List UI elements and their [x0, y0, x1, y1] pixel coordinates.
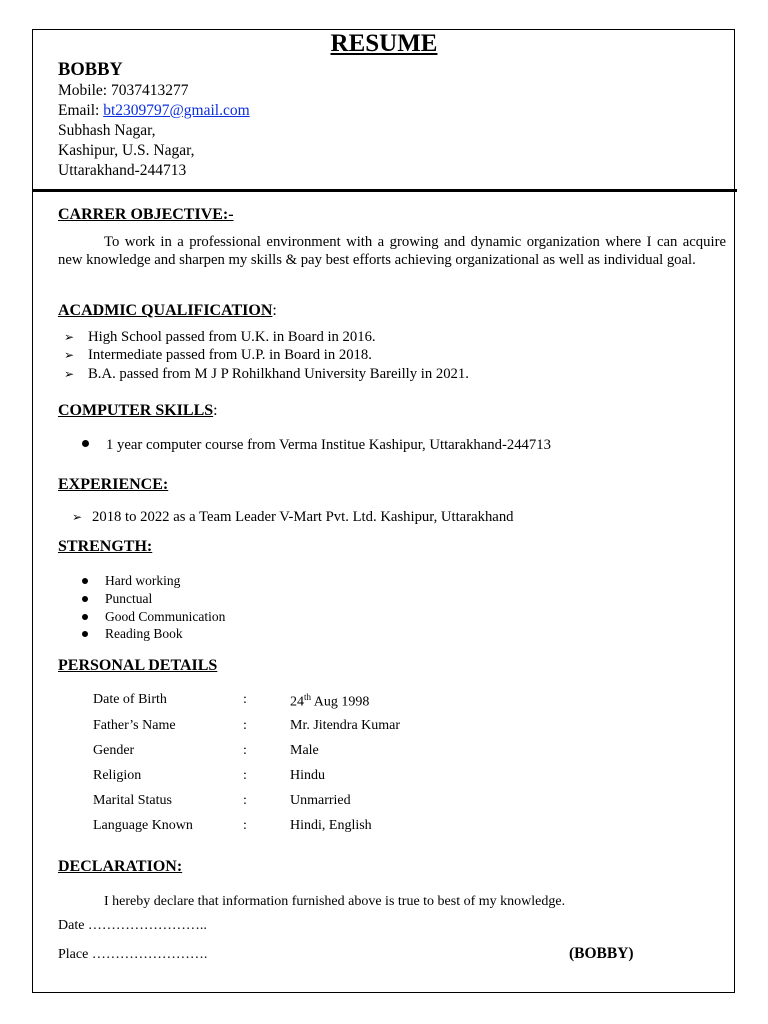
bullet-icon	[82, 596, 88, 602]
email-label: Email:	[58, 102, 100, 119]
father-name-label: Father’s Name	[93, 718, 176, 733]
list-item: ➢ High School passed from U.K. in Board in 2016.	[64, 329, 376, 345]
father-name-sep: :	[243, 718, 247, 733]
personal-details-heading: PERSONAL DETAILS	[58, 657, 218, 674]
marital-status-label: Marital Status	[93, 793, 172, 808]
declaration-heading: DECLARATION:	[58, 858, 183, 875]
list-item: ➢ Intermediate passed from U.P. in Board in 2018.	[64, 347, 372, 363]
list-item: ➢ B.A. passed from M J P Rohilkhand University Bareilly in 2021.	[64, 366, 469, 382]
address-line-2: Kashipur, U.S. Nagar,	[58, 142, 195, 159]
objective-text: To work in a professional environment with a growing and dynamic organization where I can acquire new knowledge and sharpen my skills & pay best efforts achieving organizational as well as individual goal.	[58, 234, 726, 268]
religion-value: Hindu	[290, 768, 325, 783]
place-line: Place …………………….	[58, 947, 208, 962]
mobile-label: Mobile:	[58, 82, 108, 99]
date-line: Date ……………………..	[58, 918, 207, 933]
bullet-icon	[82, 578, 88, 584]
arrow-bullet-icon: ➢	[72, 510, 83, 524]
email-link[interactable]: bt2309797@gmail.com	[103, 102, 250, 119]
list-item: Punctual	[82, 591, 152, 607]
list-item: ➢ 2018 to 2022 as a Team Leader V-Mart Pvt. Ltd. Kashipur, Uttarakhand	[72, 509, 514, 525]
address-line-1: Subhash Nagar,	[58, 122, 156, 139]
gender-sep: :	[243, 743, 247, 758]
dob-value: 24th Aug 1998	[290, 692, 370, 710]
arrow-bullet-icon: ➢	[64, 367, 75, 381]
mobile-number: 7037413277	[110, 82, 189, 99]
header-divider	[32, 189, 737, 192]
list-item: Good Communication	[82, 609, 225, 625]
experience-heading: EXPERIENCE:	[58, 476, 169, 493]
language-sep: :	[243, 818, 247, 833]
declaration-text: I hereby declare that information furnished above is true to best of my knowledge.	[104, 894, 566, 909]
father-name-value: Mr. Jitendra Kumar	[290, 718, 401, 733]
list-item: Hard working	[82, 573, 180, 589]
dob-label: Date of Birth	[93, 692, 167, 707]
language-label: Language Known	[93, 818, 193, 833]
marital-status-sep: :	[243, 793, 247, 808]
language-value: Hindi, English	[290, 818, 372, 833]
arrow-bullet-icon: ➢	[64, 330, 75, 344]
mobile-line	[58, 82, 188, 100]
computer-skills-heading: COMPUTER SKILLS:	[58, 402, 218, 419]
strength-heading: STRENGTH:	[58, 538, 153, 555]
bullet-icon	[82, 631, 88, 637]
address-line-3: Uttarakhand-244713	[58, 162, 187, 179]
religion-sep: :	[243, 768, 247, 783]
religion-label: Religion	[93, 768, 142, 783]
bullet-icon	[82, 440, 89, 447]
bullet-icon	[82, 614, 88, 620]
gender-label: Gender	[93, 743, 135, 758]
candidate-name: BOBBY	[58, 60, 123, 80]
marital-status-value: Unmarried	[290, 793, 351, 808]
dob-sep: :	[243, 692, 247, 707]
list-item: 1 year computer course from Verma Institue Kashipur, Uttarakhand-244713	[82, 437, 551, 454]
email-line	[58, 102, 250, 120]
qualification-heading: ACADMIC QUALIFICATION:	[58, 302, 277, 319]
list-item: Reading Book	[82, 626, 183, 642]
arrow-bullet-icon: ➢	[64, 348, 75, 362]
objective-heading: CARRER OBJECTIVE:-	[58, 206, 234, 223]
gender-value: Male	[290, 743, 319, 758]
signature: (BOBBY)	[569, 945, 634, 962]
resume-title: RESUME	[330, 30, 438, 57]
